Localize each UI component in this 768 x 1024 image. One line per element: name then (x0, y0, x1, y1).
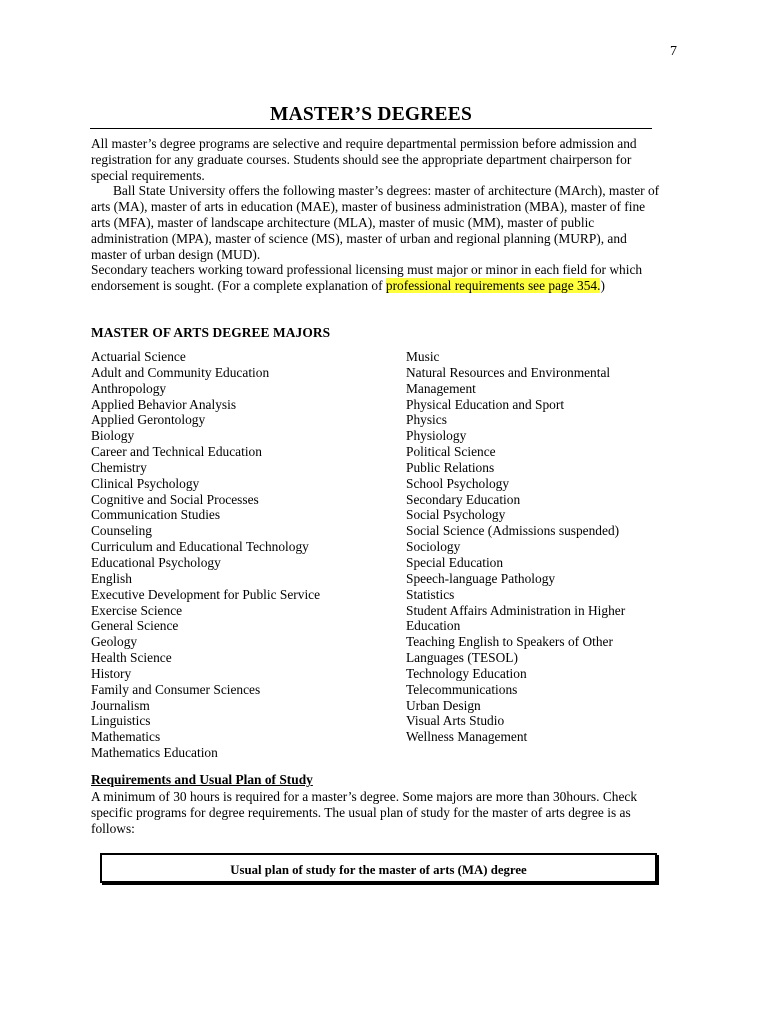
majors-left-column (91, 349, 391, 761)
major-list-item: Health Science (91, 650, 172, 666)
major-list-item: Applied Behavior Analysis (91, 396, 237, 412)
major-list-item: Mathematics (91, 729, 161, 745)
intro-paragraph-2: Ball State University offers the following master’s degrees: master of architecture (MArch), master of arts (MA), master of arts in education (MAE), master of business administration (MBA), master of fine arts (MFA), master of landscape architecture (MLA), master of music (MM), master of public administration (MPA), master of science (MS), master of urban and regional planning (MURP), and master of urban design (MUD). (91, 183, 660, 262)
plan-of-study-box (100, 853, 657, 883)
page-title: MASTER’S DEGREES (269, 104, 473, 125)
major-list-item: Biology (91, 428, 135, 444)
major-list-item: Telecommunications (406, 681, 518, 697)
intro-paragraph-3-text: Secondary teachers working toward professional licensing must major or minor in each field for which endorsement is sought. (For a complete explanation of (91, 262, 643, 294)
major-list-item: Chemistry (91, 459, 147, 475)
major-list-item: Clinical Psychology (91, 475, 200, 491)
major-list-item: Speech-language Pathology (406, 570, 556, 586)
major-list-item: School Psychology (406, 475, 510, 491)
major-list-item: Urban Design (406, 697, 481, 713)
major-list-item: Music (406, 349, 440, 364)
major-list-item: Family and Consumer Sciences (91, 681, 261, 697)
major-list-item: Social Science (Admissions suspended) (406, 523, 620, 539)
major-list-item: Teaching English to Speakers of Other (406, 634, 613, 650)
intro-paragraph-1: All master’s degree programs are selective and require departmental permission before admission and registration for any graduate courses. Students should see the appropriate department chairperson for special requirements. (91, 136, 637, 183)
major-list-item: Special Education (406, 554, 504, 570)
major-list-item: Physical Education and Sport (406, 396, 565, 412)
major-list-item: Mathematics Education (91, 745, 218, 761)
major-list-item: Journalism (91, 697, 150, 713)
major-list-item: Social Psychology (406, 507, 506, 523)
major-list-item: English (91, 570, 132, 586)
major-list-item: Communication Studies (91, 507, 221, 523)
major-list-item: Anthropology (91, 380, 167, 396)
plan-of-study-title: Usual plan of study for the master of arts (MA) degree (230, 862, 527, 877)
major-list-item: History (91, 665, 132, 681)
major-list-item: General Science (91, 618, 179, 634)
major-list-item: Public Relations (406, 459, 495, 475)
major-list-item: Wellness Management (406, 729, 528, 745)
major-list-item: Linguistics (91, 713, 151, 729)
major-list-item: Applied Gerontology (91, 412, 206, 428)
major-list-item: Management (406, 380, 476, 396)
major-list-item: Education (406, 618, 461, 634)
major-list-item: Student Affairs Administration in Higher (406, 602, 626, 618)
title-rule (90, 128, 652, 129)
major-list-item: Adult and Community Education (91, 364, 270, 380)
major-list-item: Sociology (406, 539, 461, 555)
major-list-item: Career and Technical Education (91, 444, 262, 460)
major-list-item: Counseling (91, 523, 153, 539)
intro-paragraph-3-closing: ) (600, 278, 605, 294)
major-list-item: Actuarial Science (91, 349, 186, 364)
majors-right-column (406, 349, 676, 745)
major-list-item: Statistics (406, 586, 455, 602)
major-list-item: Executive Development for Public Service (91, 586, 321, 602)
requirements-text: A minimum of 30 hours is required for a master’s degree. Some majors are more than 30hours. Check specific programs for degree requirements. The usual plan of study for the master of arts degree is as follows: (91, 789, 638, 836)
major-list-item: Natural Resources and Environmental (406, 364, 611, 380)
major-list-item: Secondary Education (406, 491, 521, 507)
page-number: 7 (670, 44, 677, 59)
major-list-item: Educational Psychology (91, 554, 221, 570)
major-list-item: Exercise Science (91, 602, 183, 618)
major-list-item: Languages (TESOL) (406, 650, 518, 666)
major-list-item: Cognitive and Social Processes (91, 491, 259, 507)
intro-paragraph-3 (91, 262, 663, 294)
major-list-item: Curriculum and Educational Technology (91, 539, 309, 555)
major-list-item: Physiology (406, 428, 467, 444)
professional-requirements-highlight: professional requirements see page 354. (385, 278, 601, 294)
major-list-item: Technology Education (406, 665, 527, 681)
requirements-heading: Requirements and Usual Plan of Study (91, 772, 313, 787)
intro-text (91, 136, 663, 294)
major-list-item: Physics (406, 412, 447, 428)
major-list-item: Visual Arts Studio (406, 713, 505, 729)
major-list-item: Political Science (406, 444, 496, 460)
major-list-item: Geology (91, 634, 138, 650)
majors-heading: MASTER OF ARTS DEGREE MAJORS (91, 325, 331, 340)
